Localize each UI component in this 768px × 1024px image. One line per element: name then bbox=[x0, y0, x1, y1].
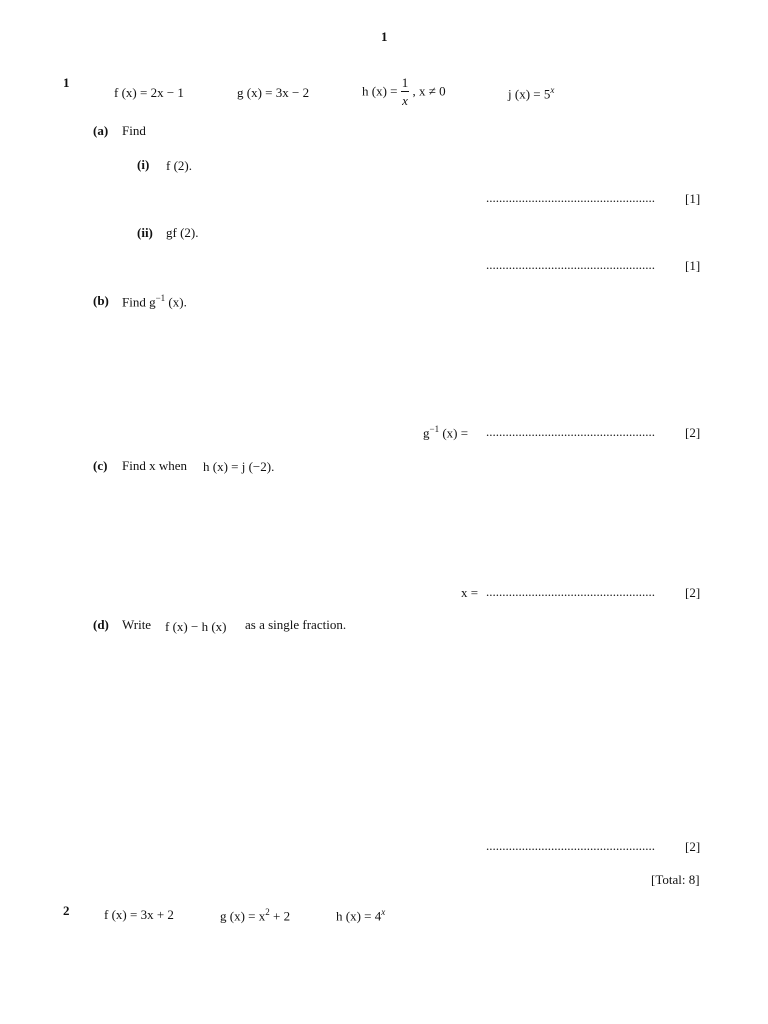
part-d-label: (d) bbox=[93, 617, 109, 632]
part-b-text-superscript: −1 bbox=[155, 293, 166, 303]
q2-function-g-tail: + 2 bbox=[269, 908, 291, 924]
part-d-text-write: Write bbox=[122, 617, 152, 632]
part-a-ii-answer-line: .................................................... bbox=[486, 257, 655, 272]
part-c-answer-prefix: x = bbox=[461, 585, 479, 600]
part-a-i-answer-line: .................................................... bbox=[486, 190, 655, 205]
part-c-answer-line: .................................................... bbox=[486, 584, 655, 599]
part-a-ii-text: gf (2). bbox=[166, 225, 199, 240]
q2-function-g-exponent: 2 bbox=[265, 907, 270, 917]
part-b-answer-g: g bbox=[423, 425, 430, 441]
q2-function-h bbox=[336, 907, 385, 924]
part-c-equation: h (x) = j (−2). bbox=[203, 459, 275, 474]
page-number: 1 bbox=[381, 29, 388, 44]
part-b-marks: [2] bbox=[685, 425, 701, 440]
function-f: f (x) = 2x − 1 bbox=[114, 85, 184, 100]
part-b-text-prefix: Find g bbox=[122, 294, 156, 310]
question-1-total: [Total: 8] bbox=[651, 872, 700, 887]
part-d-expression: f (x) − h (x) bbox=[165, 619, 227, 634]
part-b-answer-superscript: −1 bbox=[429, 424, 440, 434]
function-h-condition: , x ≠ 0 bbox=[412, 83, 446, 99]
function-j-base: j (x) = 5 bbox=[508, 86, 551, 102]
function-h-denominator: x bbox=[402, 93, 408, 108]
function-j bbox=[508, 85, 554, 102]
part-d-text-suffix: as a single fraction. bbox=[245, 617, 347, 632]
part-b-answer-suffix: (x) = bbox=[439, 425, 469, 441]
part-a-text: Find bbox=[122, 123, 146, 138]
part-c-text: Find x when bbox=[122, 458, 187, 473]
part-d-marks: [2] bbox=[685, 839, 701, 854]
function-g: g (x) = 3x − 2 bbox=[237, 85, 310, 100]
part-b-text bbox=[122, 293, 187, 310]
q2-function-g bbox=[220, 907, 290, 924]
part-a-ii-label: (ii) bbox=[137, 225, 153, 240]
part-b-answer-line: .................................................... bbox=[486, 424, 655, 439]
function-h-numerator: 1 bbox=[401, 75, 409, 90]
part-b-answer-prefix bbox=[423, 424, 468, 441]
function-j-exponent: x bbox=[550, 85, 555, 95]
question-2-number: 2 bbox=[63, 903, 70, 918]
part-b-text-suffix: (x). bbox=[165, 294, 187, 310]
function-h-fraction bbox=[401, 76, 410, 107]
function-h bbox=[362, 76, 446, 107]
q2-function-g-base: g (x) = x bbox=[220, 908, 266, 924]
part-a-i-text: f (2). bbox=[166, 158, 192, 173]
part-c-marks: [2] bbox=[685, 585, 701, 600]
part-a-label: (a) bbox=[93, 123, 109, 138]
part-a-ii-marks: [1] bbox=[685, 258, 701, 273]
part-a-i-label: (i) bbox=[137, 157, 150, 172]
question-1-number: 1 bbox=[63, 75, 70, 90]
function-h-prefix: h (x) = bbox=[362, 83, 398, 99]
part-d-answer-line: .................................................... bbox=[486, 838, 655, 853]
part-a-i-marks: [1] bbox=[685, 191, 701, 206]
q2-function-h-base: h (x) = 4 bbox=[336, 908, 382, 924]
part-b-label: (b) bbox=[93, 293, 109, 308]
q2-function-f: f (x) = 3x + 2 bbox=[104, 907, 174, 922]
part-c-label: (c) bbox=[93, 458, 108, 473]
q2-function-h-exponent: x bbox=[381, 907, 386, 917]
